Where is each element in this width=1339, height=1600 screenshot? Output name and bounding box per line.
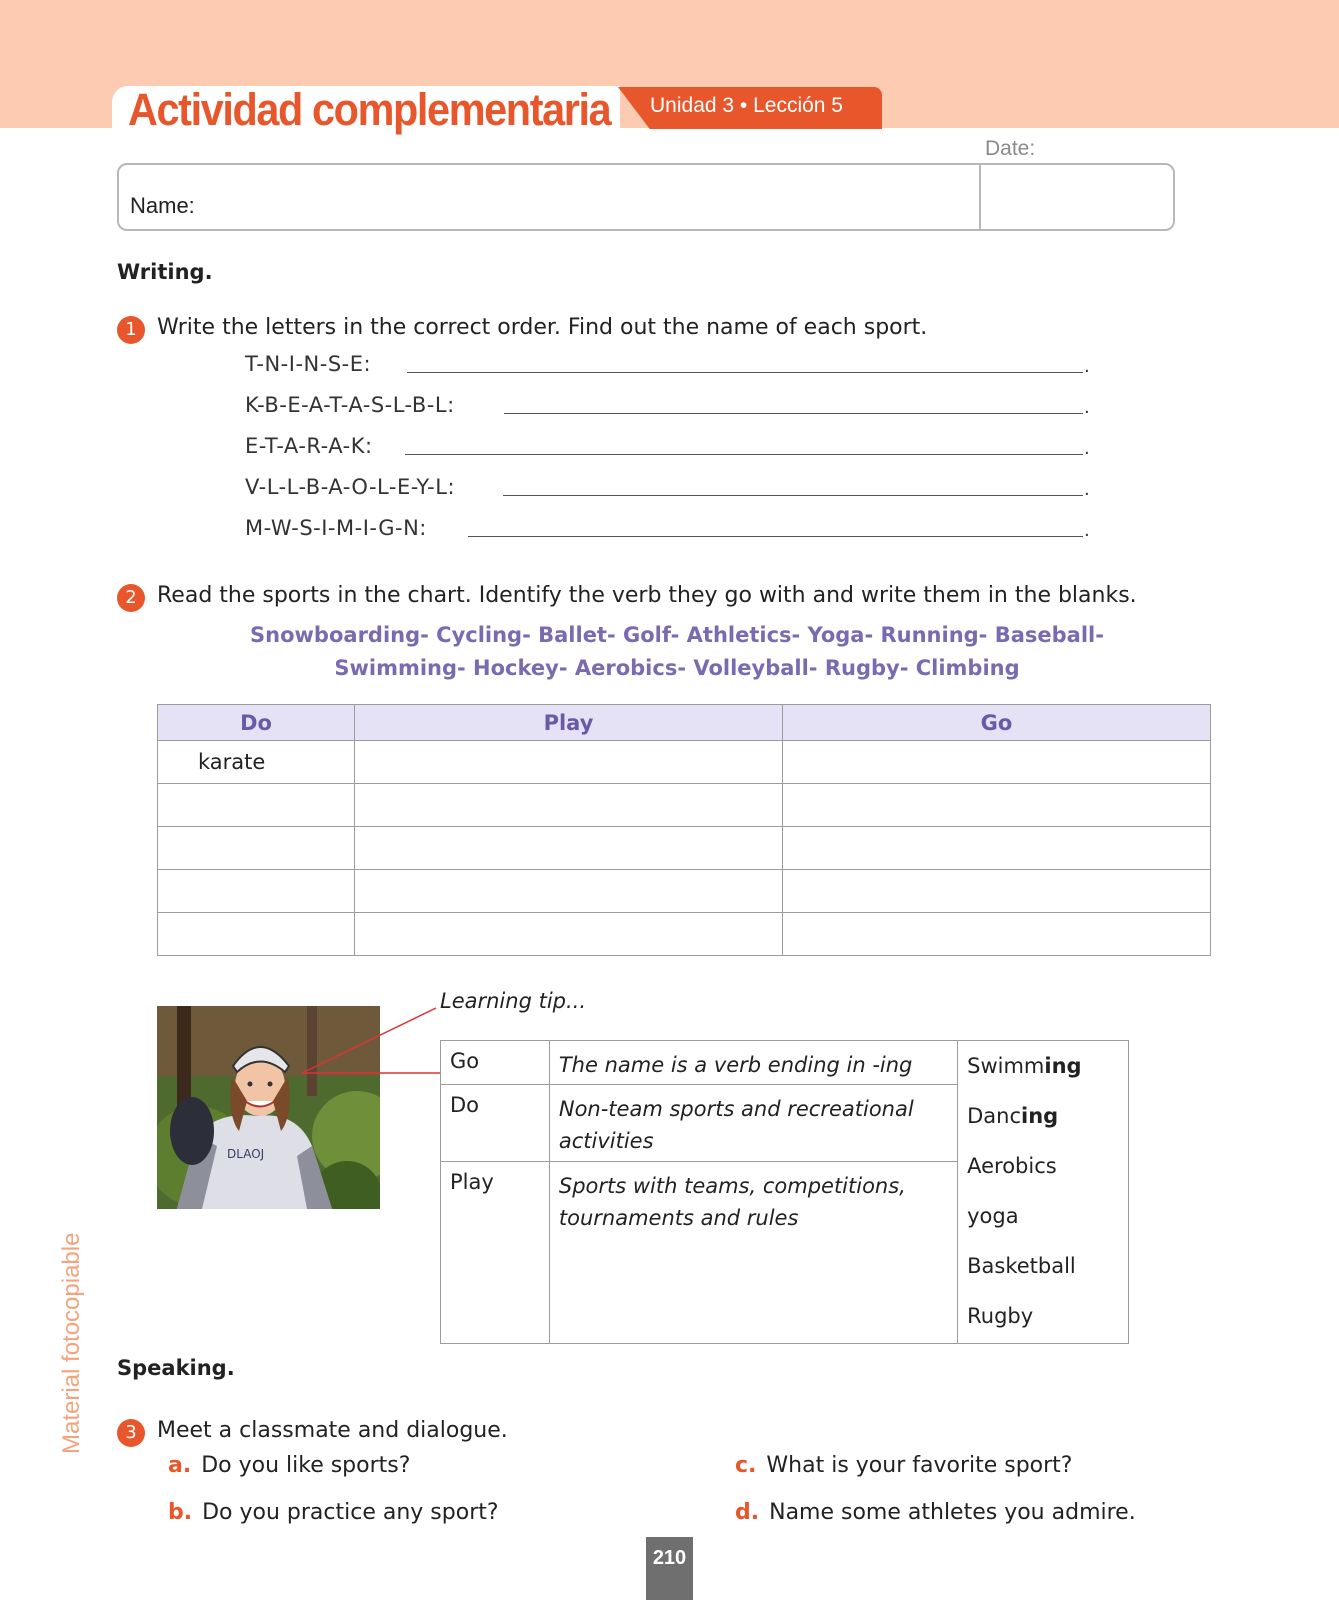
verb-chart — [157, 704, 1211, 956]
exercise-2-instruction: Read the sports in the chart. Identify the verb they go with and write them in the blanks. — [157, 583, 1137, 608]
scramble-word: E-T-A-R-A-K: — [245, 434, 373, 458]
column-header-do: Do — [158, 705, 355, 741]
exercise-2-number: 2 — [117, 584, 145, 612]
blank-cell[interactable] — [158, 784, 355, 827]
question-item: b. Do you practice any sport? — [168, 1500, 499, 1525]
table-row — [158, 870, 1211, 913]
tip-example: Aerobics — [967, 1154, 1057, 1178]
question-item: d. Name some athletes you admire. — [735, 1500, 1136, 1525]
name-field[interactable] — [117, 163, 1175, 231]
blank-cell[interactable] — [355, 913, 783, 956]
question-item: a. Do you like sports? — [168, 1453, 411, 1478]
sports-line-1: Snowboarding- Cycling- Ballet- Golf- Athletics- Yoga- Running- Baseball- — [250, 623, 1104, 647]
sports-word-bank — [157, 619, 1197, 685]
name-label: Name: — [130, 193, 195, 218]
scramble-word: M-W-S-I-M-I-G-N: — [245, 516, 427, 540]
table-row — [158, 913, 1211, 956]
answer-line[interactable] — [504, 413, 1083, 414]
scramble-word: V-L-L-B-A-O-L-E-Y-L: — [245, 475, 456, 499]
column-header-play: Play — [355, 705, 783, 741]
writing-heading: Writing. — [117, 260, 213, 284]
table-row — [158, 784, 1211, 827]
blank-cell[interactable] — [355, 870, 783, 913]
svg-text:DLAOJ: DLAOJ — [227, 1147, 265, 1161]
exercise-3-instruction: Meet a classmate and dialogue. — [157, 1418, 508, 1443]
tip-examples — [958, 1041, 1129, 1344]
tip-example: Dancing — [967, 1104, 1059, 1128]
unit-lesson-label: Unidad 3 • Lección 5 — [650, 94, 843, 117]
blank-cell[interactable] — [158, 870, 355, 913]
tip-example: yoga — [967, 1204, 1019, 1228]
speaking-heading: Speaking. — [117, 1356, 235, 1380]
answer-line[interactable] — [468, 536, 1083, 537]
answer-line[interactable] — [503, 495, 1083, 496]
blank-cell[interactable] — [783, 827, 1211, 870]
example-cell: karate — [158, 741, 355, 784]
blank-cell[interactable] — [355, 741, 783, 784]
blank-cell[interactable] — [783, 913, 1211, 956]
tip-verb: Go — [441, 1041, 550, 1085]
page-number: 210 — [646, 1537, 693, 1600]
tip-description: Sports with teams, competitions, tournaments and rules — [549, 1161, 957, 1343]
blank-cell[interactable] — [783, 741, 1211, 784]
photocopiable-label: Material fotocopiable — [58, 1232, 85, 1454]
table-row — [158, 741, 1211, 784]
exercise-1-number: 1 — [117, 316, 145, 344]
blank-cell[interactable] — [158, 827, 355, 870]
answer-line[interactable] — [407, 372, 1083, 373]
page-title: Actividad complementaria — [128, 84, 611, 135]
scramble-word: K-B-E-A-T-A-S-L-B-L: — [245, 393, 455, 417]
scramble-word: T-N-I-N-S-E: — [245, 352, 372, 376]
learning-tip-label: Learning tip... — [440, 989, 587, 1013]
question-item: c. What is your favorite sport? — [735, 1453, 1073, 1478]
tip-example: Rugby — [967, 1304, 1034, 1328]
blank-cell[interactable] — [355, 827, 783, 870]
sports-line-2: Swimming- Hockey- Aerobics- Volleyball- Rugby- Climbing — [334, 656, 1020, 680]
date-label: Date: — [985, 137, 1036, 160]
tip-verb: Do — [441, 1085, 550, 1162]
tip-description: Non-team sports and recreational activities — [549, 1085, 957, 1162]
blank-cell[interactable] — [355, 784, 783, 827]
answer-line[interactable] — [405, 454, 1083, 455]
tip-example: Swimming — [967, 1054, 1082, 1078]
tip-example: Basketball — [967, 1254, 1076, 1278]
table-row — [158, 827, 1211, 870]
blank-cell[interactable] — [158, 913, 355, 956]
blank-cell[interactable] — [783, 870, 1211, 913]
exercise-1-instruction: Write the letters in the correct order. Find out the name of each sport. — [157, 315, 928, 340]
blank-cell[interactable] — [783, 784, 1211, 827]
tip-description: The name is a verb ending in -ing — [549, 1041, 957, 1085]
learning-tip-table — [440, 1040, 1129, 1344]
tip-verb: Play — [441, 1161, 550, 1343]
tip-pointer-lines — [290, 1005, 440, 1075]
column-header-go: Go — [783, 705, 1211, 741]
date-field[interactable] — [979, 163, 981, 231]
exercise-3-number: 3 — [117, 1419, 145, 1447]
